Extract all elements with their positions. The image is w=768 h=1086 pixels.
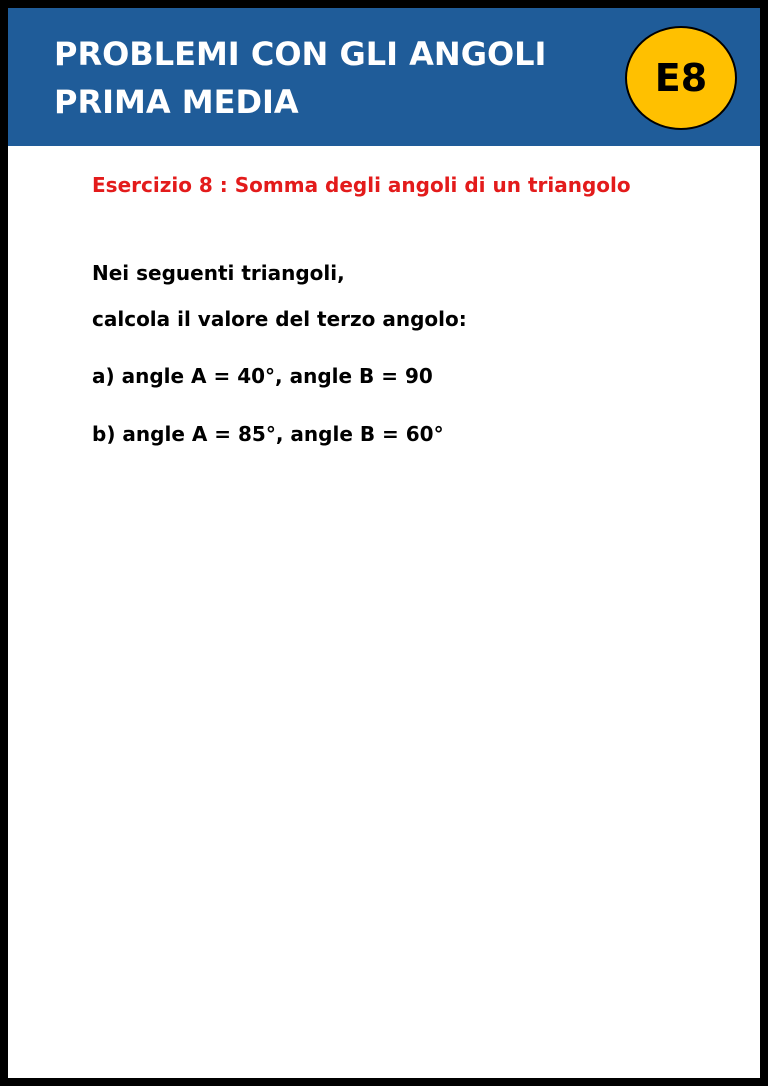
exercise-title: Esercizio 8 : Somma degli angoli di un triangolo <box>92 173 631 197</box>
exercise-item-b: b) angle A = 85°, angle B = 60° <box>92 422 444 446</box>
page-title-line-2: PRIMA MEDIA <box>54 83 299 121</box>
exercise-item-a: a) angle A = 40°, angle B = 90 <box>92 364 433 388</box>
exercise-content <box>92 170 740 446</box>
page-title <box>54 30 546 126</box>
exercise-badge: E8 <box>625 26 737 130</box>
page-title-line-1: PROBLEMI CON GLI ANGOLI <box>54 35 547 73</box>
exercise-intro-line-2: calcola il valore del terzo angolo: <box>92 307 467 331</box>
exercise-intro-line-1: Nei seguenti triangoli, <box>92 261 345 285</box>
header-banner <box>8 8 760 146</box>
